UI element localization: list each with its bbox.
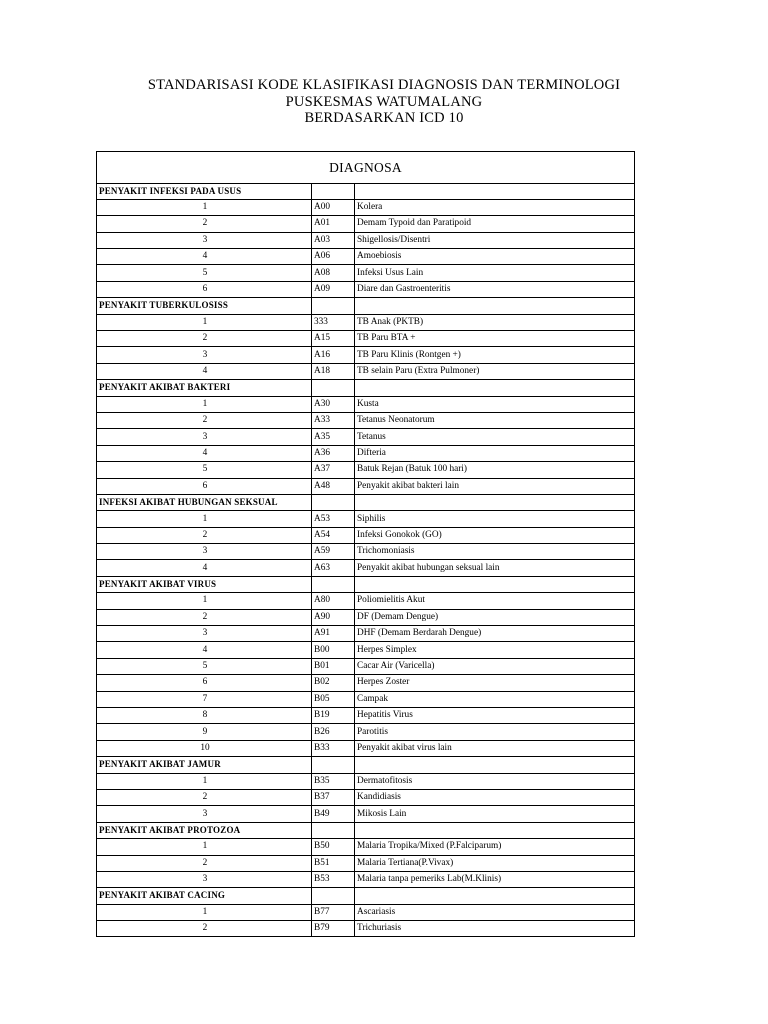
- diagnosis-table: [96, 151, 635, 937]
- icd-code: B33: [312, 740, 355, 756]
- table-row: [97, 626, 635, 642]
- table-row: [97, 871, 635, 887]
- icd-code: B00: [312, 642, 355, 658]
- table-row: [97, 216, 635, 232]
- icd-code: A09: [312, 281, 355, 297]
- icd-code: B02: [312, 675, 355, 691]
- icd-code: B51: [312, 855, 355, 871]
- diagnosis-name: DHF (Demam Berdarah Dengue): [355, 626, 635, 642]
- row-number: 3: [97, 232, 312, 248]
- row-number: 4: [97, 363, 312, 379]
- icd-code: A90: [312, 609, 355, 625]
- table-row: [97, 249, 635, 265]
- row-number: 10: [97, 740, 312, 756]
- table-row: [97, 511, 635, 527]
- category-row: [97, 494, 635, 510]
- row-number: 3: [97, 626, 312, 642]
- icd-code: A33: [312, 412, 355, 428]
- row-number: 4: [97, 445, 312, 461]
- icd-code: B49: [312, 806, 355, 822]
- icd-code: 333: [312, 314, 355, 330]
- table-row: [97, 740, 635, 756]
- table-row: [97, 773, 635, 789]
- diagnosis-name: Penyakit akibat bakteri lain: [355, 478, 635, 494]
- diagnosis-name: Siphilis: [355, 511, 635, 527]
- category-name: PENYAKIT INFEKSI PADA USUS: [97, 183, 312, 199]
- category-name: PENYAKIT AKIBAT PROTOZOA: [97, 822, 312, 838]
- diagnosis-name: Hepatitis Virus: [355, 708, 635, 724]
- diagnosis-name: Trichuriasis: [355, 921, 635, 937]
- icd-code: A06: [312, 249, 355, 265]
- diagnosis-name: Herpes Zoster: [355, 675, 635, 691]
- category-row: [97, 888, 635, 904]
- diagnosis-name: Diare dan Gastroenteritis: [355, 281, 635, 297]
- table-row: [97, 478, 635, 494]
- row-number: 6: [97, 478, 312, 494]
- category-row: [97, 380, 635, 396]
- diagnosis-name: TB Anak (PKTB): [355, 314, 635, 330]
- table-row: [97, 314, 635, 330]
- empty-cell: [312, 380, 355, 396]
- row-number: 3: [97, 544, 312, 560]
- diagnosis-name: Kandidiasis: [355, 789, 635, 805]
- category-name: PENYAKIT AKIBAT CACING: [97, 888, 312, 904]
- table-row: [97, 675, 635, 691]
- row-number: 8: [97, 708, 312, 724]
- row-number: 1: [97, 904, 312, 920]
- icd-code: A01: [312, 216, 355, 232]
- table-row: [97, 462, 635, 478]
- row-number: 2: [97, 412, 312, 428]
- icd-code: A00: [312, 199, 355, 215]
- icd-code: B19: [312, 708, 355, 724]
- diagnosis-table-body: [97, 152, 635, 937]
- table-row: [97, 232, 635, 248]
- table-row: [97, 544, 635, 560]
- diagnosis-name: Difteria: [355, 445, 635, 461]
- diagnosis-name: Cacar Air (Varicella): [355, 658, 635, 674]
- row-number: 4: [97, 560, 312, 576]
- category-name: INFEKSI AKIBAT HUBUNGAN SEKSUAL: [97, 494, 312, 510]
- empty-cell: [312, 822, 355, 838]
- icd-code: B50: [312, 839, 355, 855]
- row-number: 2: [97, 331, 312, 347]
- title-line-3: BERDASARKAN ICD 10: [304, 110, 464, 126]
- row-number: 2: [97, 216, 312, 232]
- diagnosis-name: Kolera: [355, 199, 635, 215]
- table-row: [97, 855, 635, 871]
- diagnosis-name: Infeksi Gonokok (GO): [355, 527, 635, 543]
- empty-cell: [355, 757, 635, 773]
- row-number: 1: [97, 593, 312, 609]
- table-row: [97, 265, 635, 281]
- row-number: 1: [97, 773, 312, 789]
- icd-code: A59: [312, 544, 355, 560]
- empty-cell: [312, 298, 355, 314]
- table-header: DIAGNOSA: [97, 152, 635, 184]
- icd-code: A54: [312, 527, 355, 543]
- icd-code: A36: [312, 445, 355, 461]
- category-row: [97, 298, 635, 314]
- table-header-row: [97, 152, 635, 184]
- table-row: [97, 691, 635, 707]
- row-number: 5: [97, 462, 312, 478]
- empty-cell: [355, 888, 635, 904]
- icd-code: B26: [312, 724, 355, 740]
- icd-code: A30: [312, 396, 355, 412]
- table-row: [97, 593, 635, 609]
- diagnosis-name: Dermatofitosis: [355, 773, 635, 789]
- icd-code: A53: [312, 511, 355, 527]
- icd-code: B77: [312, 904, 355, 920]
- icd-code: A91: [312, 626, 355, 642]
- row-number: 2: [97, 609, 312, 625]
- row-number: 1: [97, 511, 312, 527]
- row-number: 2: [97, 921, 312, 937]
- row-number: 3: [97, 429, 312, 445]
- diagnosis-name: Poliomielitis Akut: [355, 593, 635, 609]
- table-row: [97, 904, 635, 920]
- row-number: 6: [97, 281, 312, 297]
- category-row: [97, 757, 635, 773]
- empty-cell: [355, 576, 635, 592]
- row-number: 3: [97, 871, 312, 887]
- table-row: [97, 806, 635, 822]
- icd-code: B79: [312, 921, 355, 937]
- title-line-1: STANDARISASI KODE KLASIFIKASI DIAGNOSIS DAN TERMINOLOGI: [147, 77, 621, 93]
- diagnosis-name: DF (Demam Dengue): [355, 609, 635, 625]
- diagnosis-name: TB Paru Klinis (Rontgen +): [355, 347, 635, 363]
- diagnosis-name: Malaria Tropika/Mixed (P.Falciparum): [355, 839, 635, 855]
- diagnosis-name: TB selain Paru (Extra Pulmoner): [355, 363, 635, 379]
- table-row: [97, 708, 635, 724]
- diagnosis-name: Tetanus: [355, 429, 635, 445]
- row-number: 1: [97, 199, 312, 215]
- category-row: [97, 576, 635, 592]
- icd-code: A15: [312, 331, 355, 347]
- diagnosis-name: Shigellosis/Disentri: [355, 232, 635, 248]
- icd-code: A35: [312, 429, 355, 445]
- category-row: [97, 183, 635, 199]
- diagnosis-name: Demam Typoid dan Paratipoid: [355, 216, 635, 232]
- diagnosis-name: Penyakit akibat hubungan seksual lain: [355, 560, 635, 576]
- table-row: [97, 445, 635, 461]
- table-row: [97, 609, 635, 625]
- category-name: PENYAKIT AKIBAT BAKTERI: [97, 380, 312, 396]
- diagnosis-name: Malaria Tertiana(P.Vivax): [355, 855, 635, 871]
- diagnosis-name: Penyakit akibat virus lain: [355, 740, 635, 756]
- icd-code: A63: [312, 560, 355, 576]
- row-number: 5: [97, 265, 312, 281]
- icd-code: B01: [312, 658, 355, 674]
- row-number: 4: [97, 249, 312, 265]
- category-name: PENYAKIT TUBERKULOSISS: [97, 298, 312, 314]
- empty-cell: [355, 494, 635, 510]
- row-number: 6: [97, 675, 312, 691]
- diagnosis-name: Batuk Rejan (Batuk 100 hari): [355, 462, 635, 478]
- table-row: [97, 347, 635, 363]
- category-name: PENYAKIT AKIBAT VIRUS: [97, 576, 312, 592]
- row-number: 4: [97, 642, 312, 658]
- row-number: 5: [97, 658, 312, 674]
- empty-cell: [312, 494, 355, 510]
- row-number: 1: [97, 396, 312, 412]
- diagnosis-name: Malaria tanpa pemeriks Lab(M.Klinis): [355, 871, 635, 887]
- diagnosis-name: Herpes Simplex: [355, 642, 635, 658]
- diagnosis-name: Campak: [355, 691, 635, 707]
- row-number: 2: [97, 855, 312, 871]
- table-row: [97, 560, 635, 576]
- table-row: [97, 839, 635, 855]
- icd-code: B35: [312, 773, 355, 789]
- empty-cell: [355, 183, 635, 199]
- table-row: [97, 199, 635, 215]
- table-row: [97, 331, 635, 347]
- table-row: [97, 642, 635, 658]
- row-number: 9: [97, 724, 312, 740]
- empty-cell: [312, 576, 355, 592]
- row-number: 1: [97, 314, 312, 330]
- row-number: 2: [97, 527, 312, 543]
- empty-cell: [355, 822, 635, 838]
- category-name: PENYAKIT AKIBAT JAMUR: [97, 757, 312, 773]
- table-row: [97, 527, 635, 543]
- icd-code: B05: [312, 691, 355, 707]
- diagnosis-name: Parotitis: [355, 724, 635, 740]
- diagnosis-name: Infeksi Usus Lain: [355, 265, 635, 281]
- icd-code: A48: [312, 478, 355, 494]
- row-number: 7: [97, 691, 312, 707]
- icd-code: A37: [312, 462, 355, 478]
- diagnosis-name: Amoebiosis: [355, 249, 635, 265]
- row-number: 1: [97, 839, 312, 855]
- title-line-2: PUSKESMAS WATUMALANG: [285, 93, 483, 110]
- empty-cell: [355, 298, 635, 314]
- row-number: 2: [97, 789, 312, 805]
- table-row: [97, 789, 635, 805]
- diagnosis-name: Kusta: [355, 396, 635, 412]
- diagnosis-name: Mikosis Lain: [355, 806, 635, 822]
- icd-code: A18: [312, 363, 355, 379]
- icd-code: B53: [312, 871, 355, 887]
- table-row: [97, 658, 635, 674]
- table-row: [97, 921, 635, 937]
- table-row: [97, 396, 635, 412]
- diagnosis-name: TB Paru BTA +: [355, 331, 635, 347]
- empty-cell: [312, 888, 355, 904]
- row-number: 3: [97, 347, 312, 363]
- icd-code: A08: [312, 265, 355, 281]
- empty-cell: [312, 183, 355, 199]
- icd-code: B37: [312, 789, 355, 805]
- icd-code: A16: [312, 347, 355, 363]
- table-row: [97, 412, 635, 428]
- table-row: [97, 281, 635, 297]
- icd-code: A03: [312, 232, 355, 248]
- table-row: [97, 724, 635, 740]
- icd-code: A80: [312, 593, 355, 609]
- empty-cell: [312, 757, 355, 773]
- diagnosis-name: Tetanus Neonatorum: [355, 412, 635, 428]
- table-row: [97, 429, 635, 445]
- diagnosis-name: Trichomoniasis: [355, 544, 635, 560]
- row-number: 3: [97, 806, 312, 822]
- diagnosis-name: Ascariasis: [355, 904, 635, 920]
- empty-cell: [355, 380, 635, 396]
- category-row: [97, 822, 635, 838]
- table-row: [97, 363, 635, 379]
- document-title: [0, 77, 768, 127]
